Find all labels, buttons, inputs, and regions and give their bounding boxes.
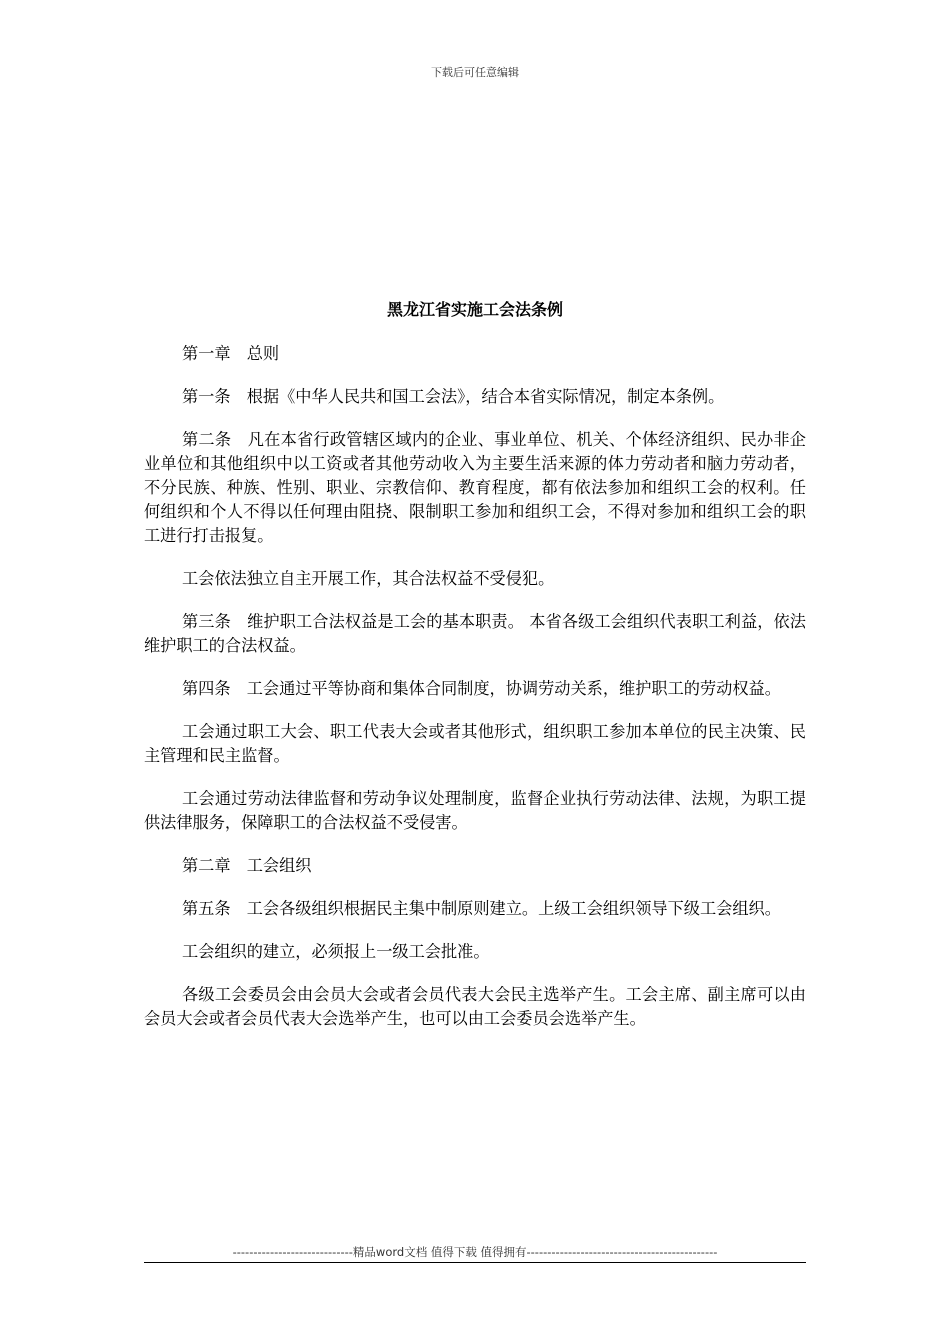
- article-2: 第二条 凡在本省行政管辖区域内的企业、事业单位、机关、个体经济组织、民办非企业单位和其他组织中以工资或者其他劳动收入为主要生活来源的体力劳动者和脑力劳动者，不分民族、种族、性别、职业、宗教信仰、教育程度，都有依法参加和组织工会的权利。任何组织和个人不得以任何理由阻挠、限制职工参加和组织工会，不得对参加和组织工会的职工进行打击报复。: [144, 430, 806, 545]
- article-5-paragraph-3: 各级工会委员会由会员大会或者会员代表大会民主选举产生。工会主席、副主席可以由会员大会或者会员代表大会选举产生，也可以由工会委员会选举产生。: [144, 985, 806, 1028]
- article-4-paragraph-3: 工会通过劳动法律监督和劳动争议处理制度，监督企业执行劳动法律、法规，为职工提供法律服务，保障职工的合法权益不受侵害。: [144, 789, 806, 832]
- footer-divider: [144, 1262, 806, 1263]
- document-body: [144, 342, 806, 1050]
- article-5: 第五条 工会各级组织根据民主集中制原则建立。上级工会组织领导下级工会组织。: [182, 899, 781, 918]
- chapter-heading-1: 第一章 总则: [182, 344, 280, 363]
- article-4: 第四条 工会通过平等协商和集体合同制度，协调劳动关系，维护职工的劳动权益。: [182, 679, 781, 698]
- page-header-note: 下载后可任意编辑: [431, 66, 519, 79]
- article-1: 第一条 根据《中华人民共和国工会法》，结合本省实际情况，制定本条例。: [182, 387, 725, 406]
- article-3: 第三条 维护职工合法权益是工会的基本职责。 本省各级工会组织代表职工利益，依法维护职工的合法权益。: [144, 612, 806, 655]
- article-5-paragraph-2: 工会组织的建立，必须报上一级工会批准。: [182, 942, 490, 961]
- chapter-heading-2: 第二章 工会组织: [182, 856, 312, 875]
- document-title: 黑龙江省实施工会法条例: [386, 300, 563, 319]
- article-2-paragraph-2: 工会依法独立自主开展工作，其合法权益不受侵犯。: [182, 569, 555, 588]
- page-footer-note: -----------------------------精品word文档 值得下载 值得拥有----------------------------------------------: [232, 1245, 718, 1259]
- article-4-paragraph-2: 工会通过职工大会、职工代表大会或者其他形式，组织职工参加本单位的民主决策、民主管理和民主监督。: [144, 722, 806, 765]
